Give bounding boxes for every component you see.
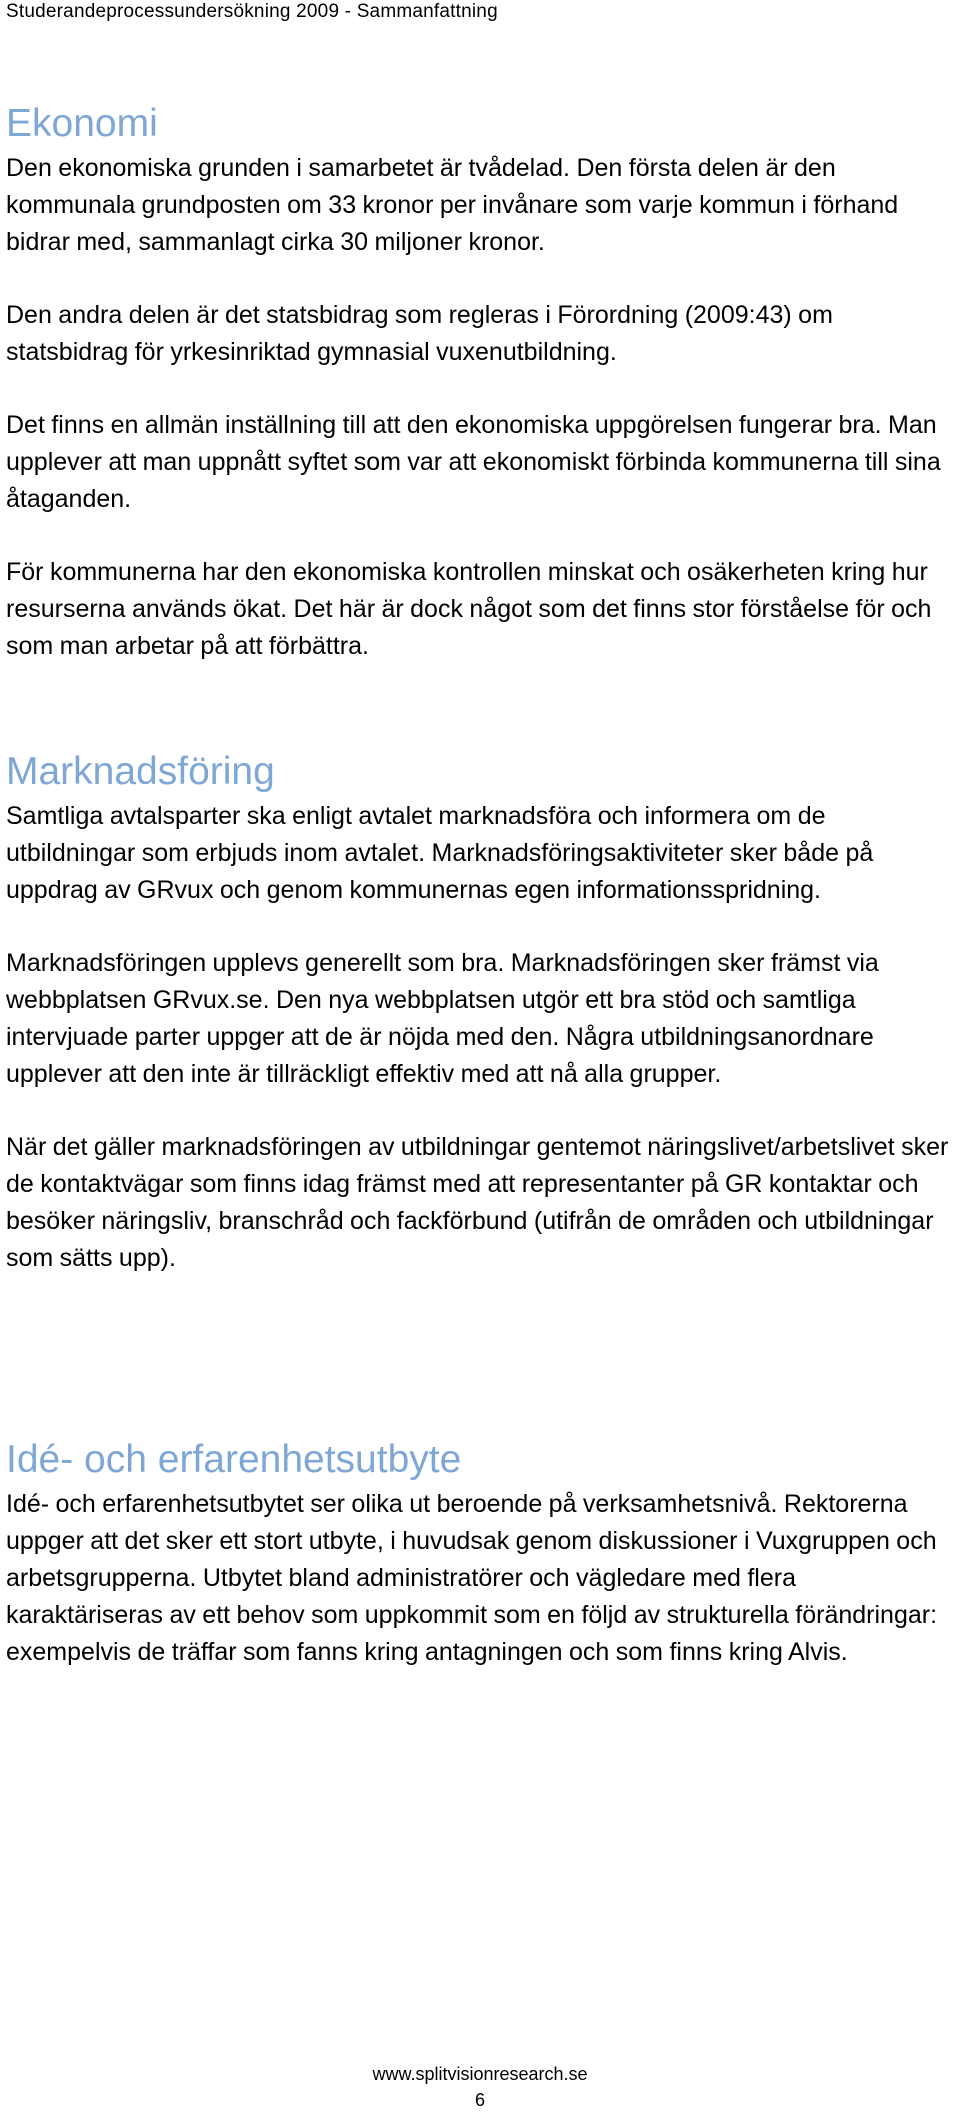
running-header: Studerandeprocessundersökning 2009 - Sammanfattning [6,1,498,22]
section-heading: Marknadsföring [6,750,275,793]
section-heading: Ekonomi [6,102,158,145]
section-heading: Idé- och erfarenhetsutbyte [6,1438,462,1481]
section-ekonomi [6,100,956,701]
page-number: 6 [474,2090,485,2110]
footer-url: www.splitvisionresearch.se [372,2064,588,2084]
paragraph: Den ekonomiska grunden i samarbetet är tvådelad. Den första delen är den kommunala grundposten om 33 kronor per invånare som varje kommun i förhand bidrar med, sammanlagt cirka 30 miljoner kronor. [6,154,899,256]
section-marknadsforing [6,748,956,1313]
paragraph: När det gäller marknadsföringen av utbildningar gentemot näringslivet/arbetslivet sker de kontaktvägar som finns idag främst med att representanter på GR kontaktar och besöker näringsliv, branschråd och fackförbund (utifrån de områden och utbildningar som sätts upp). [6,1133,949,1272]
section-ide-och-erfarenhetsutbyte [6,1436,956,1707]
paragraph: Den andra delen är det statsbidrag som regleras i Förordning (2009:43) om statsbidrag för yrkesinriktad gymnasial vuxenutbildning. [6,301,833,366]
paragraph: För kommunerna har den ekonomiska kontrollen minskat och osäkerheten kring hur resurserna används ökat. Det här är dock något som det finns stor förståelse för och som man arbetar på att förbättra. [6,558,932,660]
paragraph: Det finns en allmän inställning till att den ekonomiska uppgörelsen fungerar bra. Man upplever att man uppnått syftet som var att ekonomiskt förbinda kommunerna till sina åtaganden. [6,411,941,513]
paragraph: Idé- och erfarenhetsutbytet ser olika ut beroende på verksamhetsnivå. Rektorerna uppger att det sker ett stort utbyte, i huvudsak genom diskussioner i Vuxgruppen och arbetsgrupperna. Utbytet bland administratörer och vägledare med flera karaktäriseras av ett behov som uppkommit som en följd av strukturella förändringar: exempelvis de träffar som fanns kring antagningen och som finns kring Alvis. [6,1490,938,1666]
paragraph: Marknadsföringen upplevs generellt som bra. Marknadsföringen sker främst via webbplatsen GRvux.se. Den nya webbplatsen utgör ett bra stöd och samtliga intervjuade parter uppger att de är nöjda med den. Några utbildningsanordnare upplever att den inte är tillräckligt effektiv med att nå alla grupper. [6,949,879,1088]
paragraph: Samtliga avtalsparter ska enligt avtalet marknadsföra och informera om de utbildningar som erbjuds inom avtalet. Marknadsföringsaktiviteter sker både på uppdrag av GRvux och genom kommunernas egen informationsspridning. [6,802,874,904]
